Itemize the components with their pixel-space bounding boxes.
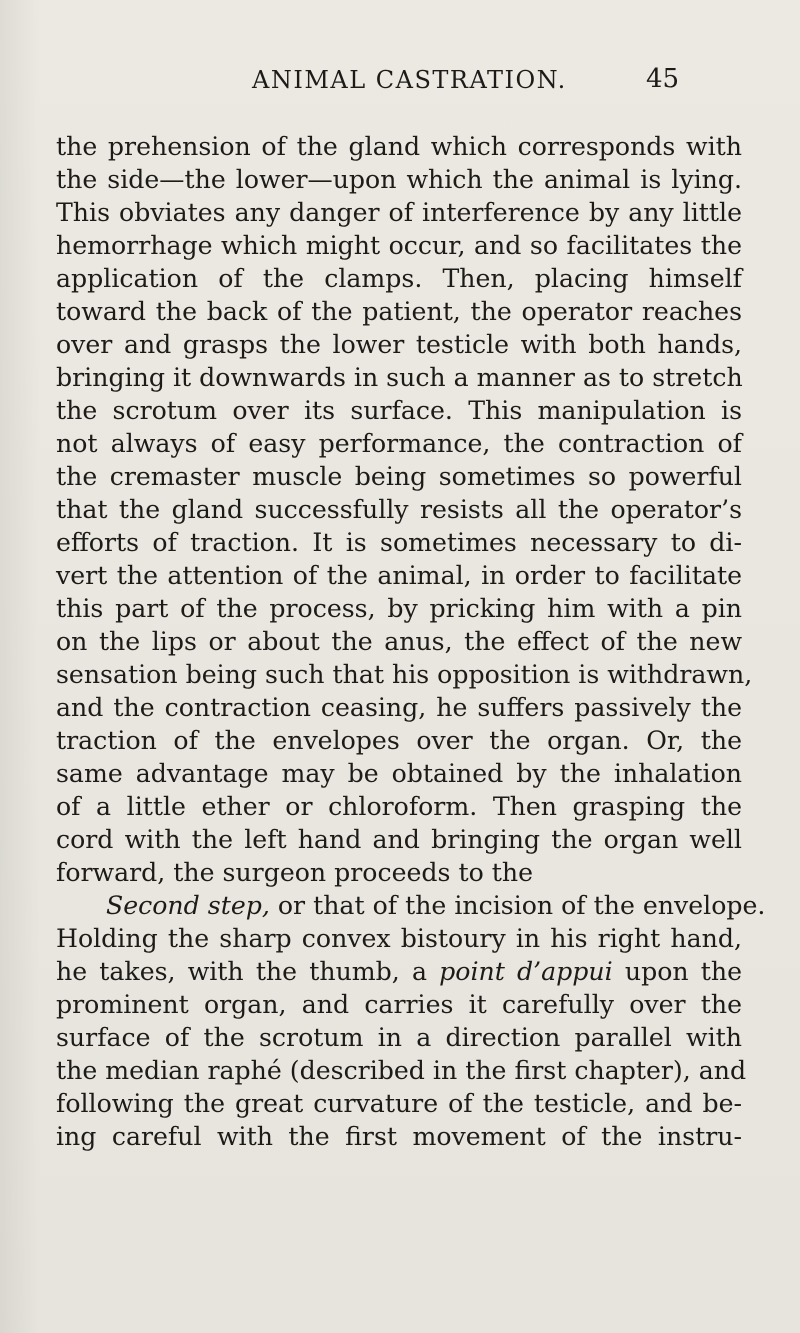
text-line: of a little ether or chloroform. Then grasping the (56, 792, 742, 821)
text-line: this part of the process, by pricking him with a pin (56, 594, 742, 623)
step-heading-rest: or that of the incision of the envelope. (269, 891, 766, 920)
text-line: traction of the envelopes over the organ. Or, the (56, 726, 742, 755)
text-line: the side—the lower—upon which the animal is lying. (56, 165, 742, 194)
text-line: not always of easy performance, the contraction of (56, 429, 742, 458)
text-line: and the contraction ceasing, he suffers passively the (56, 693, 742, 722)
text-line: over and grasps the lower testicle with both hands, (56, 330, 742, 359)
body-text (56, 130, 766, 1153)
page-number: 45 (646, 64, 680, 94)
text-line: sensation being such that his opposition is withdrawn, (56, 660, 753, 689)
page-header (0, 66, 800, 106)
text-line: ing careful with the first movement of the instru- (56, 1122, 742, 1151)
text-line: the scrotum over its surface. This manipulation is (56, 396, 742, 425)
text-line: surface of the scrotum in a direction parallel with (56, 1023, 742, 1052)
text-line: application of the clamps. Then, placing himself (56, 264, 742, 293)
appui-italic: point d’appui (439, 957, 613, 986)
appui-before: he takes, with the thumb, a (56, 957, 440, 986)
text-line: same advantage may be obtained by the inhalation (56, 759, 742, 788)
text-line: the median raphé (described in the first chapter), and (56, 1056, 747, 1085)
text-line: This obviates any danger of interference by any little (56, 198, 742, 227)
running-title: ANIMAL CASTRATION. (252, 66, 567, 94)
text-line: bringing it downwards in such a manner as to stretch (56, 363, 743, 392)
text-line: following the great curvature of the testicle, and be- (56, 1089, 742, 1118)
step-heading: Second step, (106, 891, 270, 920)
text-line: prominent organ, and carries it carefully over the (56, 990, 742, 1019)
text-line: cord with the left hand and bringing the organ well (56, 825, 742, 854)
text-line-appui (56, 955, 742, 988)
text-line: toward the back of the patient, the operator reaches (56, 297, 742, 326)
text-line: forward, the surgeon proceeds to the (56, 858, 533, 887)
text-line: on the lips or about the anus, the effect of the new (56, 627, 742, 656)
text-line: that the gland successfully resists all the operator’s (56, 495, 742, 524)
text-line: Holding the sharp convex bistoury in his right hand, (56, 924, 742, 953)
text-line: efforts of traction. It is sometimes necessary to di- (56, 528, 742, 557)
text-line: the prehension of the gland which corresponds with (56, 132, 742, 161)
section-step-line (56, 889, 766, 922)
text-line: hemorrhage which might occur, and so facilitates the (56, 231, 742, 260)
text-line: the cremaster muscle being sometimes so powerful (56, 462, 742, 491)
text-line: vert the attention of the animal, in order to facilitate (56, 561, 742, 590)
appui-after: upon the (612, 957, 742, 986)
